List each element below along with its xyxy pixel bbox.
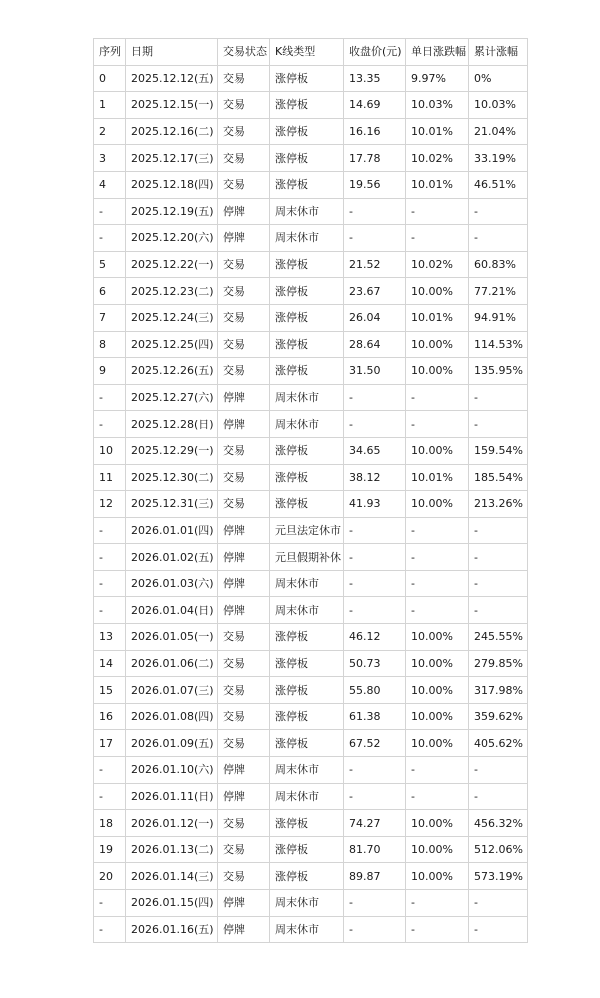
table-row — [94, 810, 528, 837]
cell-cumulative-change: 213.26% — [469, 491, 528, 518]
cell-daily-change: 9.97% — [406, 65, 469, 92]
cell-close-price: 46.12 — [344, 624, 406, 651]
cell-date: 2025.12.27(六) — [126, 384, 218, 411]
cell-kline-type: 周末休市 — [270, 198, 344, 225]
cell-close-price: 26.04 — [344, 304, 406, 331]
cell-sequence: 11 — [94, 464, 126, 491]
cell-kline-type: 涨停板 — [270, 331, 344, 358]
cell-status: 交易 — [218, 171, 270, 198]
cell-sequence: - — [94, 570, 126, 597]
cell-kline-type: 周末休市 — [270, 916, 344, 943]
cell-sequence: 6 — [94, 278, 126, 305]
cell-sequence: - — [94, 783, 126, 810]
cell-daily-change: 10.01% — [406, 118, 469, 145]
table-row — [94, 783, 528, 810]
cell-sequence: 2 — [94, 118, 126, 145]
cell-status: 停牌 — [218, 570, 270, 597]
cell-kline-type: 周末休市 — [270, 411, 344, 438]
cell-sequence: - — [94, 890, 126, 917]
cell-daily-change: - — [406, 597, 469, 624]
cell-sequence: 12 — [94, 491, 126, 518]
cell-close-price: - — [344, 225, 406, 252]
cell-daily-change: - — [406, 570, 469, 597]
cell-kline-type: 周末休市 — [270, 783, 344, 810]
cell-close-price: - — [344, 890, 406, 917]
cell-cumulative-change: 359.62% — [469, 703, 528, 730]
cell-date: 2026.01.14(三) — [126, 863, 218, 890]
cell-close-price: - — [344, 517, 406, 544]
cell-cumulative-change: 159.54% — [469, 437, 528, 464]
cell-daily-change: - — [406, 544, 469, 571]
cell-close-price: 13.35 — [344, 65, 406, 92]
cell-sequence: 8 — [94, 331, 126, 358]
table-row — [94, 730, 528, 757]
table-row — [94, 597, 528, 624]
cell-date: 2025.12.12(五) — [126, 65, 218, 92]
table-row — [94, 145, 528, 172]
cell-status: 交易 — [218, 331, 270, 358]
cell-status: 交易 — [218, 863, 270, 890]
cell-status: 交易 — [218, 92, 270, 119]
col-header-cumulative-change: 累计涨幅 — [469, 39, 528, 66]
cell-cumulative-change: - — [469, 916, 528, 943]
cell-daily-change: 10.00% — [406, 703, 469, 730]
cell-kline-type: 涨停板 — [270, 624, 344, 651]
cell-sequence: - — [94, 225, 126, 252]
cell-date: 2025.12.30(二) — [126, 464, 218, 491]
cell-kline-type: 周末休市 — [270, 384, 344, 411]
cell-date: 2025.12.22(一) — [126, 251, 218, 278]
cell-date: 2026.01.06(二) — [126, 650, 218, 677]
cell-close-price: 74.27 — [344, 810, 406, 837]
cell-close-price: 21.52 — [344, 251, 406, 278]
cell-status: 交易 — [218, 836, 270, 863]
cell-sequence: 18 — [94, 810, 126, 837]
cell-sequence: 1 — [94, 92, 126, 119]
cell-sequence: 5 — [94, 251, 126, 278]
cell-sequence: - — [94, 384, 126, 411]
cell-sequence: 7 — [94, 304, 126, 331]
cell-cumulative-change: 21.04% — [469, 118, 528, 145]
table-row — [94, 411, 528, 438]
table-row — [94, 225, 528, 252]
table-row — [94, 437, 528, 464]
cell-status: 交易 — [218, 118, 270, 145]
cell-cumulative-change: 573.19% — [469, 863, 528, 890]
cell-close-price: 23.67 — [344, 278, 406, 305]
cell-daily-change: 10.02% — [406, 145, 469, 172]
cell-daily-change: 10.03% — [406, 92, 469, 119]
cell-daily-change: - — [406, 384, 469, 411]
cell-close-price: 28.64 — [344, 331, 406, 358]
cell-daily-change: 10.00% — [406, 278, 469, 305]
cell-status: 停牌 — [218, 916, 270, 943]
cell-daily-change: - — [406, 411, 469, 438]
cell-sequence: 9 — [94, 358, 126, 385]
cell-daily-change: 10.00% — [406, 863, 469, 890]
cell-daily-change: 10.00% — [406, 331, 469, 358]
table-row — [94, 251, 528, 278]
cell-kline-type: 涨停板 — [270, 358, 344, 385]
table-row — [94, 836, 528, 863]
table-row — [94, 916, 528, 943]
cell-sequence: 19 — [94, 836, 126, 863]
table-row — [94, 757, 528, 784]
cell-status: 交易 — [218, 677, 270, 704]
table-row — [94, 92, 528, 119]
cell-date: 2026.01.08(四) — [126, 703, 218, 730]
cell-close-price: 81.70 — [344, 836, 406, 863]
table-row — [94, 358, 528, 385]
cell-kline-type: 涨停板 — [270, 171, 344, 198]
cell-date: 2025.12.31(三) — [126, 491, 218, 518]
cell-sequence: 15 — [94, 677, 126, 704]
cell-status: 交易 — [218, 703, 270, 730]
cell-sequence: 14 — [94, 650, 126, 677]
cell-date: 2025.12.19(五) — [126, 198, 218, 225]
cell-cumulative-change: 512.06% — [469, 836, 528, 863]
cell-close-price: 31.50 — [344, 358, 406, 385]
cell-daily-change: - — [406, 783, 469, 810]
table-row — [94, 517, 528, 544]
table-row — [94, 624, 528, 651]
cell-daily-change: 10.01% — [406, 171, 469, 198]
cell-kline-type: 涨停板 — [270, 251, 344, 278]
cell-status: 停牌 — [218, 783, 270, 810]
col-header-kline-type: K线类型 — [270, 39, 344, 66]
cell-date: 2025.12.15(一) — [126, 92, 218, 119]
cell-cumulative-change: 10.03% — [469, 92, 528, 119]
cell-daily-change: 10.00% — [406, 624, 469, 651]
cell-daily-change: 10.00% — [406, 810, 469, 837]
cell-status: 交易 — [218, 624, 270, 651]
cell-daily-change: 10.00% — [406, 836, 469, 863]
cell-close-price: 41.93 — [344, 491, 406, 518]
cell-cumulative-change: 94.91% — [469, 304, 528, 331]
table-row — [94, 278, 528, 305]
cell-status: 交易 — [218, 145, 270, 172]
table-row — [94, 863, 528, 890]
table-row — [94, 890, 528, 917]
cell-daily-change: 10.00% — [406, 677, 469, 704]
table-row — [94, 544, 528, 571]
cell-date: 2026.01.12(一) — [126, 810, 218, 837]
cell-daily-change: 10.00% — [406, 491, 469, 518]
table-row — [94, 198, 528, 225]
cell-kline-type: 涨停板 — [270, 145, 344, 172]
cell-status: 停牌 — [218, 544, 270, 571]
cell-close-price: 61.38 — [344, 703, 406, 730]
cell-status: 停牌 — [218, 198, 270, 225]
cell-cumulative-change: - — [469, 890, 528, 917]
cell-daily-change: 10.02% — [406, 251, 469, 278]
cell-status: 交易 — [218, 810, 270, 837]
table-body — [94, 65, 528, 943]
cell-kline-type: 涨停板 — [270, 437, 344, 464]
cell-status: 交易 — [218, 251, 270, 278]
cell-status: 停牌 — [218, 384, 270, 411]
header-row — [94, 39, 528, 66]
cell-sequence: - — [94, 198, 126, 225]
cell-close-price: 67.52 — [344, 730, 406, 757]
table-row — [94, 677, 528, 704]
cell-date: 2026.01.15(四) — [126, 890, 218, 917]
cell-close-price: - — [344, 916, 406, 943]
cell-close-price: - — [344, 544, 406, 571]
cell-kline-type: 涨停板 — [270, 118, 344, 145]
cell-status: 停牌 — [218, 517, 270, 544]
cell-sequence: 0 — [94, 65, 126, 92]
cell-cumulative-change: 405.62% — [469, 730, 528, 757]
cell-status: 交易 — [218, 278, 270, 305]
cell-cumulative-change: 77.21% — [469, 278, 528, 305]
cell-close-price: - — [344, 570, 406, 597]
cell-kline-type: 元旦假期补休 — [270, 544, 344, 571]
cell-cumulative-change: 33.19% — [469, 145, 528, 172]
trading-table — [93, 38, 528, 943]
cell-cumulative-change: - — [469, 757, 528, 784]
cell-status: 停牌 — [218, 597, 270, 624]
table-row — [94, 570, 528, 597]
cell-daily-change: - — [406, 198, 469, 225]
cell-date: 2026.01.11(日) — [126, 783, 218, 810]
cell-date: 2025.12.18(四) — [126, 171, 218, 198]
cell-cumulative-change: 245.55% — [469, 624, 528, 651]
cell-cumulative-change: 114.53% — [469, 331, 528, 358]
cell-cumulative-change: - — [469, 597, 528, 624]
cell-cumulative-change: 0% — [469, 65, 528, 92]
cell-sequence: - — [94, 916, 126, 943]
cell-close-price: 16.16 — [344, 118, 406, 145]
col-header-daily-change: 单日涨跌幅 — [406, 39, 469, 66]
cell-daily-change: 10.00% — [406, 650, 469, 677]
cell-cumulative-change: - — [469, 225, 528, 252]
cell-cumulative-change: - — [469, 544, 528, 571]
cell-cumulative-change: - — [469, 570, 528, 597]
cell-kline-type: 涨停板 — [270, 464, 344, 491]
cell-daily-change: - — [406, 225, 469, 252]
cell-sequence: - — [94, 597, 126, 624]
cell-kline-type: 涨停板 — [270, 92, 344, 119]
cell-status: 停牌 — [218, 225, 270, 252]
cell-close-price: 14.69 — [344, 92, 406, 119]
cell-kline-type: 涨停板 — [270, 491, 344, 518]
cell-status: 停牌 — [218, 757, 270, 784]
cell-cumulative-change: - — [469, 783, 528, 810]
cell-sequence: 4 — [94, 171, 126, 198]
cell-daily-change: 10.00% — [406, 437, 469, 464]
cell-close-price: - — [344, 411, 406, 438]
cell-cumulative-change: - — [469, 517, 528, 544]
cell-daily-change: - — [406, 890, 469, 917]
table-row — [94, 304, 528, 331]
cell-sequence: - — [94, 544, 126, 571]
cell-sequence: 16 — [94, 703, 126, 730]
cell-date: 2026.01.02(五) — [126, 544, 218, 571]
cell-kline-type: 涨停板 — [270, 278, 344, 305]
cell-sequence: 20 — [94, 863, 126, 890]
table-row — [94, 171, 528, 198]
cell-date: 2026.01.05(一) — [126, 624, 218, 651]
cell-cumulative-change: 185.54% — [469, 464, 528, 491]
cell-close-price: 89.87 — [344, 863, 406, 890]
cell-status: 交易 — [218, 437, 270, 464]
cell-date: 2025.12.20(六) — [126, 225, 218, 252]
cell-sequence: 13 — [94, 624, 126, 651]
cell-kline-type: 周末休市 — [270, 570, 344, 597]
cell-close-price: 38.12 — [344, 464, 406, 491]
col-header-date: 日期 — [126, 39, 218, 66]
cell-date: 2025.12.26(五) — [126, 358, 218, 385]
cell-kline-type: 涨停板 — [270, 677, 344, 704]
table-row — [94, 491, 528, 518]
cell-cumulative-change: 279.85% — [469, 650, 528, 677]
cell-status: 交易 — [218, 730, 270, 757]
cell-daily-change: - — [406, 757, 469, 784]
cell-kline-type: 涨停板 — [270, 650, 344, 677]
table-row — [94, 464, 528, 491]
table-row — [94, 65, 528, 92]
cell-date: 2026.01.07(三) — [126, 677, 218, 704]
cell-cumulative-change: 317.98% — [469, 677, 528, 704]
cell-daily-change: - — [406, 517, 469, 544]
cell-close-price: 55.80 — [344, 677, 406, 704]
cell-sequence: 3 — [94, 145, 126, 172]
cell-kline-type: 周末休市 — [270, 757, 344, 784]
cell-close-price: 17.78 — [344, 145, 406, 172]
cell-daily-change: - — [406, 916, 469, 943]
table-container — [93, 38, 528, 943]
cell-status: 交易 — [218, 464, 270, 491]
cell-daily-change: 10.01% — [406, 464, 469, 491]
table-row — [94, 650, 528, 677]
cell-status: 交易 — [218, 491, 270, 518]
table-row — [94, 703, 528, 730]
cell-date: 2026.01.04(日) — [126, 597, 218, 624]
cell-cumulative-change: 135.95% — [469, 358, 528, 385]
cell-sequence: 10 — [94, 437, 126, 464]
cell-status: 交易 — [218, 358, 270, 385]
col-header-status: 交易状态 — [218, 39, 270, 66]
cell-kline-type: 涨停板 — [270, 65, 344, 92]
cell-sequence: - — [94, 411, 126, 438]
cell-date: 2025.12.23(二) — [126, 278, 218, 305]
cell-cumulative-change: 46.51% — [469, 171, 528, 198]
cell-close-price: - — [344, 198, 406, 225]
cell-daily-change: 10.00% — [406, 358, 469, 385]
table-row — [94, 331, 528, 358]
cell-close-price: - — [344, 757, 406, 784]
cell-status: 停牌 — [218, 411, 270, 438]
cell-close-price: - — [344, 384, 406, 411]
col-header-sequence: 序列 — [94, 39, 126, 66]
cell-date: 2026.01.16(五) — [126, 916, 218, 943]
cell-kline-type: 涨停板 — [270, 703, 344, 730]
cell-kline-type: 涨停板 — [270, 810, 344, 837]
cell-close-price: 19.56 — [344, 171, 406, 198]
cell-sequence: - — [94, 517, 126, 544]
cell-date: 2025.12.24(三) — [126, 304, 218, 331]
cell-status: 停牌 — [218, 890, 270, 917]
cell-close-price: - — [344, 597, 406, 624]
cell-date: 2026.01.10(六) — [126, 757, 218, 784]
cell-date: 2026.01.01(四) — [126, 517, 218, 544]
cell-daily-change: 10.00% — [406, 730, 469, 757]
cell-status: 交易 — [218, 650, 270, 677]
cell-kline-type: 周末休市 — [270, 597, 344, 624]
cell-kline-type: 涨停板 — [270, 730, 344, 757]
cell-kline-type: 涨停板 — [270, 863, 344, 890]
cell-status: 交易 — [218, 304, 270, 331]
cell-cumulative-change: 60.83% — [469, 251, 528, 278]
table-header — [94, 39, 528, 66]
cell-cumulative-change: 456.32% — [469, 810, 528, 837]
cell-sequence: - — [94, 757, 126, 784]
cell-date: 2026.01.09(五) — [126, 730, 218, 757]
cell-close-price: 50.73 — [344, 650, 406, 677]
cell-kline-type: 涨停板 — [270, 836, 344, 863]
cell-close-price: 34.65 — [344, 437, 406, 464]
cell-status: 交易 — [218, 65, 270, 92]
cell-date: 2025.12.25(四) — [126, 331, 218, 358]
cell-kline-type: 元旦法定休市 — [270, 517, 344, 544]
col-header-close-price: 收盘价(元) — [344, 39, 406, 66]
table-row — [94, 118, 528, 145]
cell-date: 2026.01.13(二) — [126, 836, 218, 863]
cell-date: 2025.12.16(二) — [126, 118, 218, 145]
table-row — [94, 384, 528, 411]
cell-kline-type: 周末休市 — [270, 890, 344, 917]
cell-cumulative-change: - — [469, 384, 528, 411]
cell-sequence: 17 — [94, 730, 126, 757]
cell-date: 2025.12.17(三) — [126, 145, 218, 172]
cell-daily-change: 10.01% — [406, 304, 469, 331]
cell-date: 2026.01.03(六) — [126, 570, 218, 597]
cell-date: 2025.12.29(一) — [126, 437, 218, 464]
cell-kline-type: 周末休市 — [270, 225, 344, 252]
cell-date: 2025.12.28(日) — [126, 411, 218, 438]
cell-cumulative-change: - — [469, 411, 528, 438]
cell-cumulative-change: - — [469, 198, 528, 225]
cell-kline-type: 涨停板 — [270, 304, 344, 331]
cell-close-price: - — [344, 783, 406, 810]
